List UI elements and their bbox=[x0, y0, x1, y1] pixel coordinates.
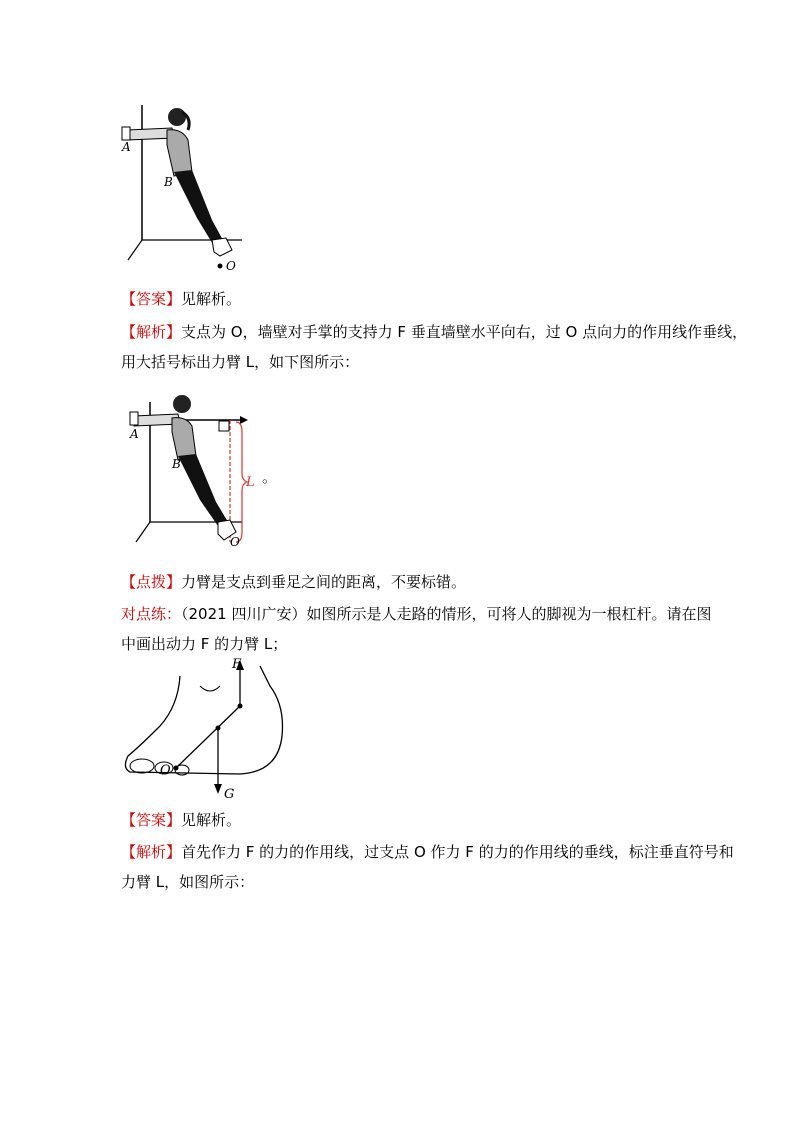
label-a: A bbox=[130, 427, 139, 441]
tip: 【点拨】力臂是支点到垂足之间的距离，不要标错。 bbox=[121, 573, 467, 591]
practice-line-2: 中画出动力 F 的力臂 L； bbox=[121, 635, 288, 653]
analysis-1-line-1: 【解析】支点为 O，墙壁对手掌的支持力 F 垂直墙壁水平向右，过 O 点向力的作用线作垂线， bbox=[121, 323, 748, 341]
figure-2-trailing: 。 bbox=[262, 468, 278, 486]
label-o: O bbox=[160, 763, 171, 778]
label-o: O bbox=[230, 535, 240, 549]
label-a: A bbox=[122, 140, 131, 154]
figure-wall-push-lever-arm bbox=[112, 392, 272, 552]
label-b: B bbox=[164, 175, 173, 189]
practice-line-1: 对点练：（2021 四川广安）如图所示是人走路的情形，可将人的脚视为一根杠杆。请在图 bbox=[121, 605, 712, 623]
figure-wall-push bbox=[112, 100, 252, 272]
label-l: L bbox=[246, 475, 255, 490]
label-o: O bbox=[226, 259, 236, 272]
figure-foot-lever bbox=[120, 656, 290, 804]
analysis-2-line-2: 力臂 L，如图所示： bbox=[121, 873, 255, 891]
answer-1: 【答案】见解析。 bbox=[121, 290, 242, 308]
label-g: G bbox=[224, 787, 235, 802]
analysis-2-line-1: 【解析】首先作力 F 的力的作用线，过支点 O 作力 F 的力的作用线的垂线，标注垂直符号和 bbox=[121, 843, 734, 861]
answer-2: 【答案】见解析。 bbox=[121, 811, 242, 829]
label-f: F bbox=[232, 657, 242, 672]
analysis-1-line-2: 用大括号标出力臂 L，如下图所示： bbox=[121, 353, 360, 371]
label-b: B bbox=[172, 457, 181, 471]
